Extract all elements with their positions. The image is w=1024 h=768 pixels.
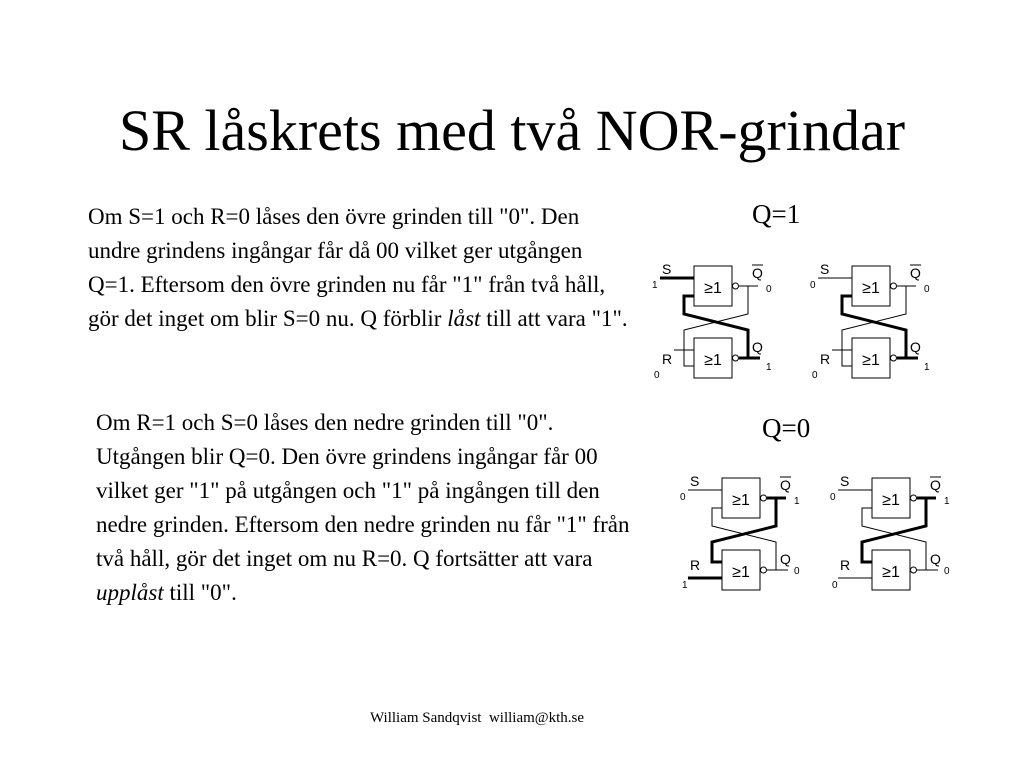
- gate-label: ≥1: [732, 564, 750, 581]
- q-label: Q: [752, 339, 763, 355]
- latch-diagram-q0: [676, 464, 966, 596]
- qbar-label: Q: [930, 477, 941, 493]
- s-value: 0: [680, 492, 686, 503]
- r-value: 0: [832, 580, 838, 591]
- q-label: Q: [930, 551, 941, 567]
- paragraph-set-text-end: till att vara "1".: [480, 306, 628, 331]
- r-label: R: [820, 351, 831, 367]
- gate-label: ≥1: [882, 492, 900, 509]
- paragraph-reset-latch: [96, 406, 636, 610]
- q-value: 0: [794, 566, 800, 577]
- paragraph-reset-emphasis: upplåst: [96, 580, 164, 605]
- qbar-value: 0: [924, 284, 930, 295]
- gate-label: ≥1: [732, 492, 750, 509]
- s-label: S: [662, 261, 672, 277]
- s-label: S: [840, 473, 850, 489]
- latch-q1-right: [810, 261, 930, 381]
- qbar-value: 1: [794, 496, 800, 507]
- q-value: 1: [924, 362, 930, 373]
- footer-author: William Sandqvist william@kth.se: [370, 710, 585, 726]
- latch-q0-left: [680, 473, 800, 591]
- s-label: S: [820, 261, 830, 277]
- paragraph-reset-text: Om R=1 och S=0 låses den nedre grinden till "0". Utgången blir Q=0. Den övre grindens ingångar får 00 vilket ger "1" på utgången och "1" på ingången till den nedre grinden. Eftersom den nedre grinden nu får "1" från två håll, gör det inget om nu R=0. Q fortsätter att vara: [96, 410, 630, 571]
- q-value: 0: [944, 566, 950, 577]
- s-label: S: [690, 473, 700, 489]
- r-label: R: [690, 557, 701, 573]
- r-value: 1: [682, 580, 688, 591]
- slide-title: SR låskrets med två NOR-grindar: [118, 98, 906, 163]
- gate-label: ≥1: [862, 280, 880, 297]
- gate-label: ≥1: [882, 564, 900, 581]
- gate-label: ≥1: [704, 352, 722, 369]
- paragraph-reset-text-end: till "0".: [163, 580, 237, 605]
- paragraph-set-text: Om S=1 och R=0 låses den övre grinden till "0". Den undre grindens ingångar får då 00 vilket ger utgången Q=1. Eftersom den övre grinden nu får "1" från två håll, gör det inget om blir S=0 nu. Q förblir: [88, 204, 606, 331]
- qbar-value: 0: [766, 284, 772, 295]
- qbar-label: Q: [780, 477, 791, 493]
- r-value: 0: [812, 370, 818, 381]
- gate-label: ≥1: [704, 280, 722, 297]
- caption-q1: Q=1: [752, 199, 801, 229]
- r-label: R: [840, 557, 851, 573]
- s-value: 0: [810, 280, 816, 291]
- q-label: Q: [910, 339, 921, 355]
- r-label: R: [662, 351, 673, 367]
- r-value: 0: [654, 370, 660, 381]
- q-label: Q: [780, 551, 791, 567]
- caption-q0: Q=0: [762, 413, 811, 443]
- paragraph-set-latch: [88, 200, 628, 336]
- latch-q0-right: [830, 473, 950, 591]
- qbar-label: Q: [752, 265, 763, 281]
- s-value: 0: [830, 492, 836, 503]
- latch-diagram-q1: [648, 252, 948, 384]
- paragraph-set-emphasis: låst: [447, 306, 481, 331]
- latch-q1-left: [652, 261, 772, 381]
- qbar-value: 1: [944, 496, 950, 507]
- gate-label: ≥1: [862, 352, 880, 369]
- qbar-label: Q: [910, 265, 921, 281]
- s-value: 1: [652, 280, 658, 291]
- q-value: 1: [766, 362, 772, 373]
